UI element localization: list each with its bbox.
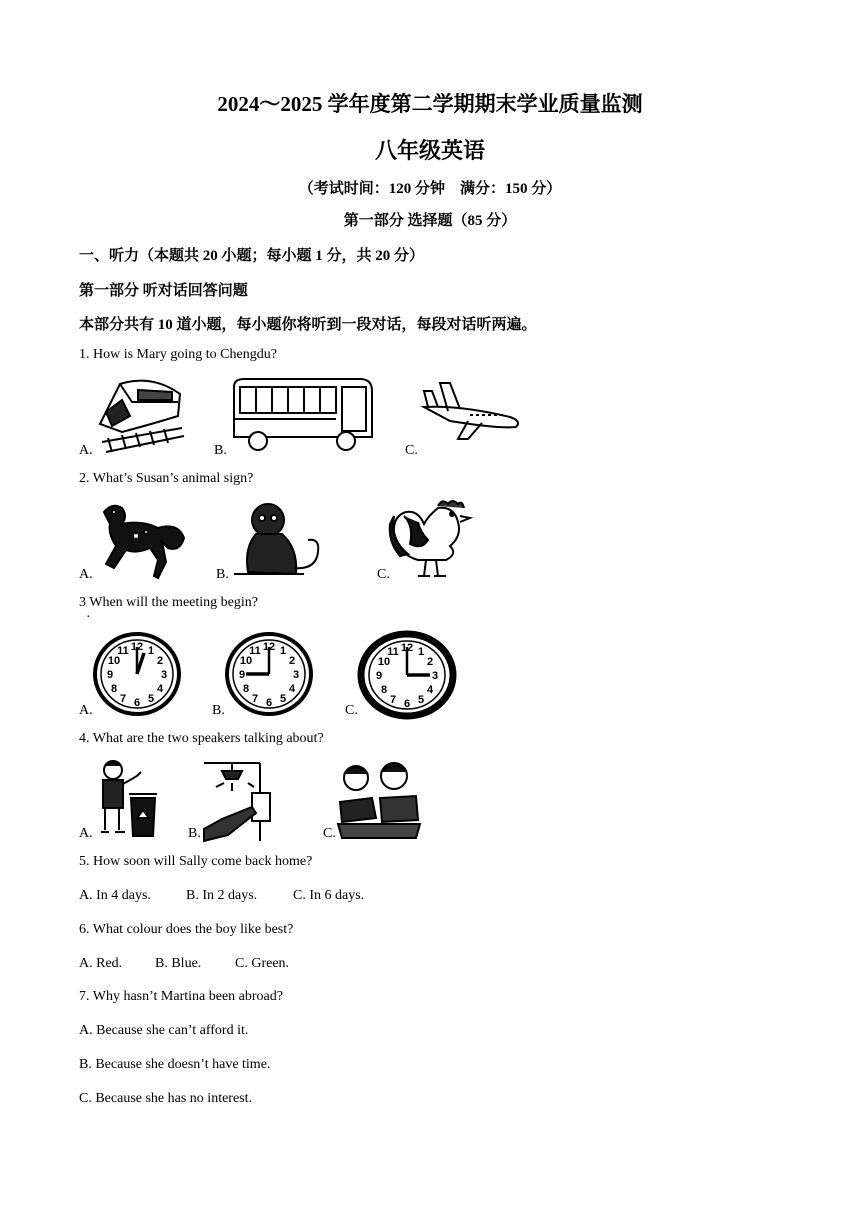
- recycling-boy-icon: [93, 758, 161, 840]
- option-a: A. Because she can’t afford it.: [79, 1023, 249, 1038]
- svg-text:6: 6: [403, 698, 411, 710]
- svg-text:8: 8: [380, 684, 388, 696]
- option-b-label: B.: [216, 567, 229, 582]
- svg-text:5: 5: [417, 694, 425, 706]
- option-b: B. Blue.: [155, 956, 202, 971]
- question-4: 4. What are the two speakers talking about?: [79, 731, 324, 746]
- question-1: 1. How is Mary going to Chengdu?: [79, 347, 277, 362]
- monkey-icon: [230, 498, 326, 580]
- svg-text:6: 6: [133, 697, 141, 709]
- svg-text:7: 7: [389, 694, 397, 706]
- part-one-heading: 第一部分 选择题（85 分）: [343, 213, 517, 229]
- svg-text:4: 4: [156, 683, 164, 695]
- svg-text:11: 11: [387, 646, 399, 658]
- option-a: A. In 4 days.: [79, 888, 151, 903]
- svg-text:6: 6: [265, 697, 273, 709]
- svg-text:2: 2: [156, 655, 164, 667]
- rooster-icon: [388, 496, 484, 582]
- svg-text:11: 11: [249, 645, 261, 657]
- exam-title: 2024～2025 学年度第二学期期末学业质量监测: [217, 92, 643, 116]
- instruction: 本部分共有 10 道小题，每小题你将听到一段对话，每段对话听两遍。: [79, 317, 537, 333]
- svg-text:2: 2: [288, 655, 296, 667]
- svg-text:10: 10: [239, 655, 253, 667]
- option-b-label: B.: [214, 443, 227, 458]
- svg-text:7: 7: [119, 693, 127, 705]
- svg-text:12: 12: [400, 642, 414, 654]
- exam-subtitle: 八年级英语: [374, 138, 485, 163]
- svg-text:4: 4: [426, 684, 434, 696]
- svg-text:3: 3: [292, 669, 300, 681]
- svg-text:9: 9: [375, 670, 383, 682]
- option-a-label: A.: [79, 826, 93, 841]
- option-c-label: C.: [323, 826, 336, 841]
- svg-text:9: 9: [106, 669, 114, 681]
- svg-text:2: 2: [426, 656, 434, 668]
- option-c-label: C.: [405, 443, 418, 458]
- option-b-label: B.: [212, 703, 225, 718]
- svg-text:12: 12: [262, 641, 276, 653]
- svg-text:1: 1: [147, 645, 155, 657]
- option-b: B. Because she doesn’t have time.: [79, 1057, 271, 1072]
- option-c: C. Green.: [235, 956, 290, 971]
- two-boys-icon: [336, 758, 420, 840]
- option-b: B. In 2 days.: [186, 888, 258, 903]
- svg-text:8: 8: [242, 683, 250, 695]
- exam-info: （考试时间：120 分钟 满分：150 分）: [298, 181, 562, 197]
- option-a: A. Red.: [79, 956, 123, 971]
- svg-text:11: 11: [117, 645, 129, 657]
- clock-icon: [224, 631, 314, 717]
- clock-icon: [358, 631, 456, 719]
- clock-icon: [92, 631, 182, 717]
- option-c-label: C.: [377, 567, 390, 582]
- svg-text:1: 1: [417, 646, 425, 658]
- question-6: 6. What colour does the boy like best?: [79, 922, 294, 937]
- option-c: C. Because she has no interest.: [79, 1091, 253, 1106]
- question-3: 3 When will the meeting begin?: [79, 595, 258, 610]
- option-b-label: B.: [188, 826, 201, 841]
- bus-icon: [228, 375, 376, 455]
- question-3-dot: ·: [86, 610, 91, 625]
- svg-text:8: 8: [110, 683, 118, 695]
- option-a-label: A.: [79, 567, 93, 582]
- svg-text:10: 10: [107, 655, 121, 667]
- svg-text:1: 1: [279, 645, 287, 657]
- question-2: 2. What’s Susan’s animal sign?: [79, 471, 254, 486]
- airplane-icon: [420, 377, 524, 443]
- option-a-label: A.: [79, 703, 93, 718]
- horse-icon: [92, 498, 188, 580]
- svg-text:9: 9: [238, 669, 246, 681]
- svg-text:7: 7: [251, 693, 259, 705]
- svg-text:10: 10: [377, 656, 391, 668]
- sub-heading: 第一部分 听对话回答问题: [79, 283, 248, 299]
- svg-text:4: 4: [288, 683, 296, 695]
- light-switch-icon: [202, 757, 274, 841]
- svg-text:3: 3: [431, 670, 439, 682]
- svg-text:5: 5: [147, 693, 155, 705]
- option-a-label: A.: [79, 443, 93, 458]
- option-c: C. In 6 days.: [293, 888, 365, 903]
- option-c-label: C.: [345, 703, 358, 718]
- svg-text:3: 3: [160, 669, 168, 681]
- svg-text:12: 12: [130, 641, 144, 653]
- question-5: 5. How soon will Sally come back home?: [79, 854, 313, 869]
- train-icon: [92, 372, 188, 456]
- question-7: 7. Why hasn’t Martina been abroad?: [79, 989, 283, 1004]
- svg-text:5: 5: [279, 693, 287, 705]
- listening-heading: 一、听力（本题共 20 小题；每小题 1 分，共 20 分）: [79, 248, 425, 264]
